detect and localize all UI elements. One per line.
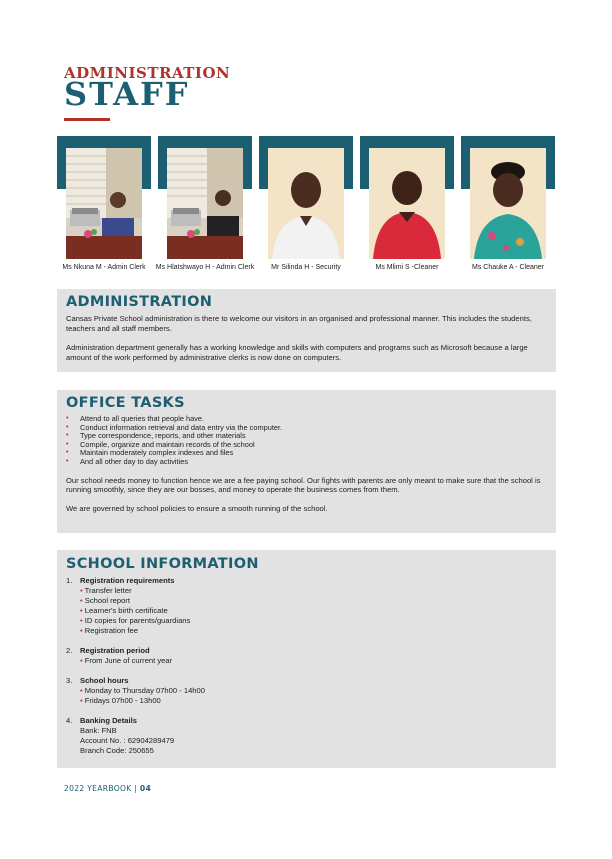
section-body xyxy=(66,314,551,362)
page-title-large: STAFF xyxy=(64,75,190,113)
section-heading: ADMINISTRATION xyxy=(66,294,213,310)
item-number: 2. xyxy=(66,646,73,655)
section-heading: OFFICE TASKS xyxy=(66,395,185,411)
branch-line: Branch Code: 250655 xyxy=(80,746,154,755)
paragraph: Our school needs money to function hence we are a fee paying school. Our fights with parents are only meant to make sure that the school is running smoothly, since they are our bosses, and money to operate the business comes from them. xyxy=(66,475,541,495)
section-heading: SCHOOL INFORMATION xyxy=(66,556,259,572)
list-item: • Maintain moderately complex indexes and files xyxy=(66,449,551,458)
item-bullet: • Monday to Thursday 07h00 - 14h00 xyxy=(80,686,205,695)
section-body xyxy=(66,415,551,513)
task-list xyxy=(66,415,551,467)
item-bullet: • Learner's birth certificate xyxy=(80,606,168,615)
item-bullet: • Registration fee xyxy=(80,626,138,635)
photo-frame xyxy=(259,136,353,259)
item-bullet: • From June of current year xyxy=(80,656,173,665)
item-title: Banking Details xyxy=(80,716,137,725)
info-item xyxy=(66,716,546,756)
staff-caption: Ms Nkuna M - Admin Clerk xyxy=(62,264,146,271)
list-item: • Attend to all queries that people have. xyxy=(66,415,551,424)
photo-frame xyxy=(461,136,555,259)
staff-caption: Ms Chauke A - Cleaner xyxy=(472,264,544,271)
school-information-section xyxy=(57,550,556,768)
photo-frame xyxy=(360,136,454,259)
staff-photo xyxy=(167,148,243,259)
staff-photo xyxy=(268,148,344,259)
item-number: 4. xyxy=(66,716,73,725)
photo-frame xyxy=(57,136,151,259)
page-footer xyxy=(64,784,151,793)
staff-photo xyxy=(66,148,142,259)
staff-caption: Ms Mlimi S -Cleaner xyxy=(375,264,439,271)
page-number: 04 xyxy=(139,784,152,793)
list-item: • And all other day to day activities xyxy=(66,458,551,467)
item-number: 1. xyxy=(66,576,73,585)
info-item xyxy=(66,576,546,636)
paragraph: We are governed by school policies to ensure a smooth running of the school. xyxy=(66,503,328,513)
staff-photo xyxy=(369,148,445,259)
item-title: Registration period xyxy=(80,646,150,655)
item-bullet: • School report xyxy=(80,596,130,605)
paragraph: Cansas Private School administration is there to welcome our visitors in an organised and professional manner. This includes the students, teachers and all staff members. xyxy=(66,314,532,333)
item-title: School hours xyxy=(80,676,129,685)
list-item: • Compile, organize and maintain records of the school xyxy=(66,441,551,450)
staff-caption: Ms Hlatshwayo H - Admin Clerk xyxy=(155,264,255,271)
staff-photo xyxy=(470,148,546,259)
info-list xyxy=(66,576,546,766)
item-bullet: • ID copies for parents/guardians xyxy=(80,616,191,625)
title-underline xyxy=(64,118,110,121)
staff-caption: Mr Silinda H - Security xyxy=(271,264,341,271)
account-line: Account No. : 62904289479 xyxy=(80,736,175,745)
info-item xyxy=(66,646,546,666)
footer-separator: | xyxy=(134,784,138,793)
office-tasks-section xyxy=(57,390,556,533)
item-bullet: • Fridays 07h00 - 13h00 xyxy=(80,696,161,705)
item-bullet: • Transfer letter xyxy=(80,586,132,595)
list-item: • Type correspondence, reports, and other materials xyxy=(66,432,551,441)
page-title-small: ADMINISTRATION xyxy=(64,64,231,82)
info-item xyxy=(66,676,546,706)
paragraph: Administration department generally has a working knowledge and skills with computers and programs such as Microsoft because a large amount of the work performed by administrative clerks is now done on computers. xyxy=(66,343,528,362)
administration-section xyxy=(57,289,556,372)
item-number: 3. xyxy=(66,676,73,685)
photo-frame xyxy=(158,136,252,259)
bank-line: Bank: FNB xyxy=(80,726,117,735)
footer-label: 2022 YEARBOOK xyxy=(64,784,132,793)
item-title: Registration requirements xyxy=(80,576,175,585)
list-item: • Conduct information retrieval and data entry via the computer. xyxy=(66,424,551,433)
staff-gallery xyxy=(57,136,555,276)
